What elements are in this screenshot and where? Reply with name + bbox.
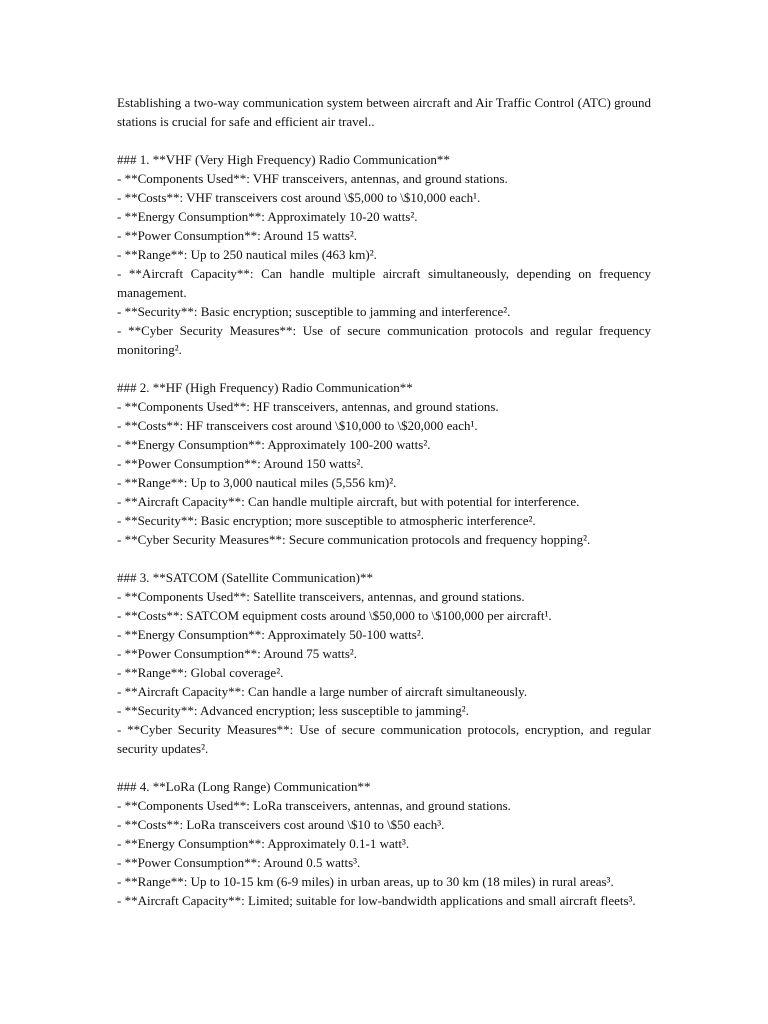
list-item: - **Power Consumption**: Around 0.5 watts³.	[117, 855, 361, 870]
section-heading: ### 2. **HF (High Frequency) Radio Communication**	[117, 380, 413, 395]
section-heading: ### 4. **LoRa (Long Range) Communication**	[117, 779, 371, 794]
list-item: - **Aircraft Capacity**: Can handle multiple aircraft simultaneously, depending on frequency management.	[117, 266, 651, 300]
list-item: - **Aircraft Capacity**: Can handle a large number of aircraft simultaneously.	[117, 684, 528, 699]
list-item: - **Components Used**: VHF transceivers, antennas, and ground stations.	[117, 171, 508, 186]
list-item: - **Security**: Basic encryption; susceptible to jamming and interference².	[117, 304, 511, 319]
list-item: - **Aircraft Capacity**: Can handle multiple aircraft, but with potential for interference.	[117, 494, 580, 509]
list-item: - **Power Consumption**: Around 75 watts².	[117, 646, 358, 661]
document-page	[117, 93, 651, 910]
list-item: - **Cyber Security Measures**: Secure communication protocols and frequency hopping².	[117, 532, 591, 547]
section-vhf	[117, 150, 651, 359]
list-item: - **Costs**: VHF transceivers cost around \$5,000 to \$10,000 each¹.	[117, 190, 481, 205]
list-item: - **Cyber Security Measures**: Use of secure communication protocols, encryption, and regular security updates².	[117, 722, 651, 756]
section-satcom	[117, 568, 651, 758]
list-item: - **Aircraft Capacity**: Limited; suitable for low-bandwidth applications and small aircraft fleets³.	[117, 893, 636, 908]
section-heading: ### 3. **SATCOM (Satellite Communication)**	[117, 570, 374, 585]
section-hf	[117, 378, 651, 549]
list-item: - **Energy Consumption**: Approximately 0.1-1 watt³.	[117, 836, 410, 851]
list-item: - **Range**: Up to 10-15 km (6-9 miles) in urban areas, up to 30 km (18 miles) in rural areas³.	[117, 874, 614, 889]
list-item: - **Energy Consumption**: Approximately 10-20 watts².	[117, 209, 418, 224]
list-item: - **Costs**: SATCOM equipment costs around \$50,000 to \$100,000 per aircraft¹.	[117, 608, 552, 623]
list-item: - **Costs**: LoRa transceivers cost around \$10 to \$50 each³.	[117, 817, 445, 832]
list-item: - **Range**: Up to 3,000 nautical miles (5,556 km)².	[117, 475, 397, 490]
list-item: - **Components Used**: Satellite transceivers, antennas, and ground stations.	[117, 589, 525, 604]
list-item: - **Components Used**: LoRa transceivers, antennas, and ground stations.	[117, 798, 511, 813]
list-item: - **Energy Consumption**: Approximately 100-200 watts².	[117, 437, 431, 452]
list-item: - **Security**: Basic encryption; more susceptible to atmospheric interference².	[117, 513, 536, 528]
list-item: - **Components Used**: HF transceivers, antennas, and ground stations.	[117, 399, 499, 414]
list-item: - **Security**: Advanced encryption; less susceptible to jamming².	[117, 703, 469, 718]
list-item: - **Energy Consumption**: Approximately 50-100 watts².	[117, 627, 424, 642]
list-item: - **Range**: Global coverage².	[117, 665, 284, 680]
intro-paragraph: Establishing a two-way communication system between aircraft and Air Traffic Control (ATC) ground stations is crucial for safe and efficient air travel..	[117, 95, 651, 129]
list-item: - **Cyber Security Measures**: Use of secure communication protocols and regular frequency monitoring².	[117, 323, 651, 357]
list-item: - **Power Consumption**: Around 150 watts².	[117, 456, 364, 471]
section-lora	[117, 777, 651, 910]
list-item: - **Costs**: HF transceivers cost around \$10,000 to \$20,000 each¹.	[117, 418, 478, 433]
list-item: - **Range**: Up to 250 nautical miles (463 km)².	[117, 247, 377, 262]
list-item: - **Power Consumption**: Around 15 watts².	[117, 228, 358, 243]
section-heading: ### 1. **VHF (Very High Frequency) Radio Communication**	[117, 152, 450, 167]
